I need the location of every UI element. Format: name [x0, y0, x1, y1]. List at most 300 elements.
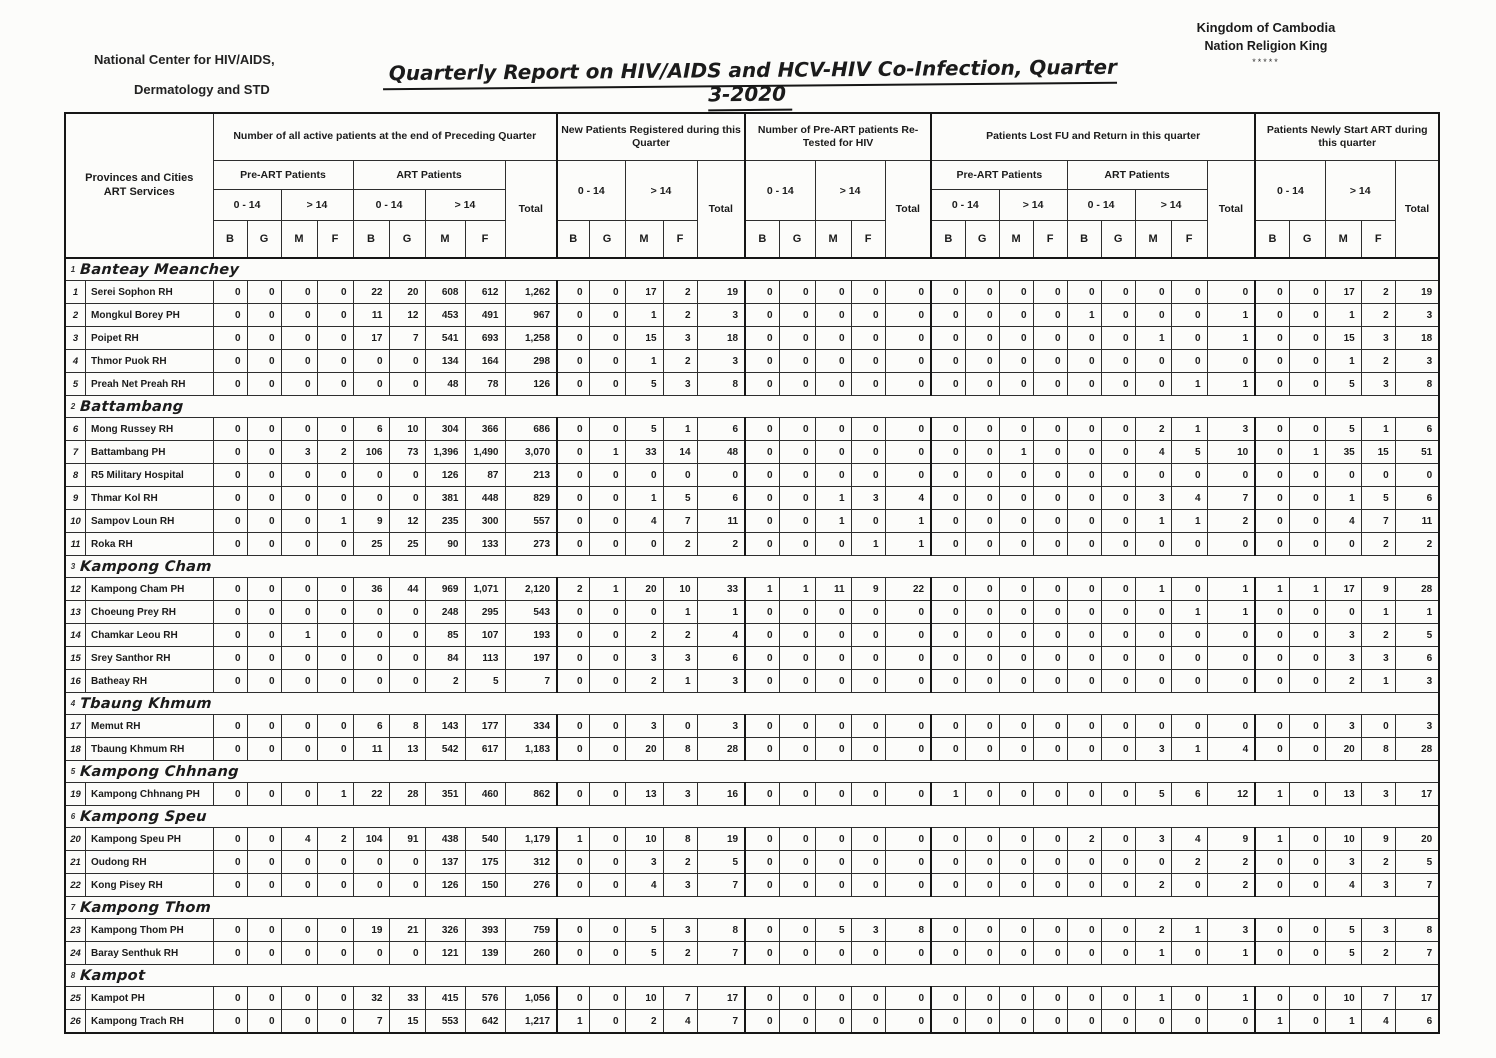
- value-cell: 0: [1207, 281, 1255, 304]
- value-cell: 0: [281, 670, 317, 693]
- value-cell: 3: [625, 647, 663, 670]
- value-cell: 20: [1325, 738, 1361, 761]
- value-cell: 0: [353, 942, 389, 965]
- value-cell: 3: [1361, 874, 1395, 897]
- site-name-cell: [65, 738, 213, 761]
- value-cell: 0: [1289, 327, 1325, 350]
- value-cell: 576: [465, 987, 505, 1010]
- value-cell: 3: [851, 487, 885, 510]
- value-cell: 87: [465, 464, 505, 487]
- value-cell: 0: [1171, 647, 1207, 670]
- site-row: [65, 487, 1439, 510]
- sex-column-header: G: [1289, 221, 1325, 259]
- value-cell: 298: [505, 350, 557, 373]
- site-number: 11: [66, 533, 86, 555]
- value-cell: 0: [317, 418, 353, 441]
- value-cell: 0: [815, 715, 851, 738]
- value-cell: 0: [1255, 350, 1289, 373]
- value-cell: 1: [281, 624, 317, 647]
- site-row: [65, 624, 1439, 647]
- value-cell: 0: [931, 373, 965, 396]
- value-cell: 1: [1207, 601, 1255, 624]
- value-cell: 1: [625, 350, 663, 373]
- value-cell: 0: [557, 919, 589, 942]
- value-cell: 0: [589, 851, 625, 874]
- value-cell: 0: [1067, 418, 1101, 441]
- value-cell: 0: [1067, 281, 1101, 304]
- value-cell: 543: [505, 601, 557, 624]
- site-number: 13: [66, 601, 86, 623]
- value-cell: 193: [505, 624, 557, 647]
- value-cell: 1: [1171, 738, 1207, 761]
- site-number: 26: [66, 1010, 86, 1032]
- value-cell: 0: [353, 670, 389, 693]
- value-cell: 0: [1171, 1010, 1207, 1034]
- value-cell: 0: [999, 327, 1033, 350]
- group-header-newly-start: Patients Newly Start ART during this quarter: [1255, 113, 1439, 161]
- value-cell: 3: [663, 647, 697, 670]
- value-cell: 0: [779, 327, 815, 350]
- value-cell: 0: [557, 942, 589, 965]
- value-cell: 20: [389, 281, 425, 304]
- value-cell: 0: [353, 874, 389, 897]
- value-cell: 11: [353, 738, 389, 761]
- value-cell: 0: [931, 670, 965, 693]
- value-cell: 0: [247, 464, 281, 487]
- value-cell: 5: [663, 487, 697, 510]
- site-name-cell: [65, 828, 213, 851]
- site-row: [65, 578, 1439, 601]
- value-cell: 0: [1171, 670, 1207, 693]
- value-cell: 0: [589, 601, 625, 624]
- value-cell: 17: [1395, 783, 1439, 806]
- value-cell: 0: [589, 418, 625, 441]
- subheader-art: ART Patients: [1067, 161, 1207, 190]
- value-cell: 16: [697, 783, 745, 806]
- value-cell: 0: [1067, 874, 1101, 897]
- site-row: [65, 281, 1439, 304]
- value-cell: 3: [1395, 715, 1439, 738]
- value-cell: 32: [353, 987, 389, 1010]
- value-cell: 0: [1255, 647, 1289, 670]
- value-cell: 1,217: [505, 1010, 557, 1034]
- value-cell: 0: [885, 738, 931, 761]
- value-cell: 0: [1101, 578, 1135, 601]
- value-cell: 0: [1033, 441, 1067, 464]
- site-name-cell: [65, 304, 213, 327]
- value-cell: 0: [247, 418, 281, 441]
- value-cell: 0: [1067, 715, 1101, 738]
- value-cell: 1: [1135, 327, 1171, 350]
- section-number: 2: [70, 402, 76, 411]
- value-cell: 0: [1033, 601, 1067, 624]
- value-cell: 0: [317, 942, 353, 965]
- value-cell: 0: [1067, 1010, 1101, 1034]
- value-cell: 0: [815, 738, 851, 761]
- value-cell: 0: [1033, 350, 1067, 373]
- value-cell: 0: [1101, 601, 1135, 624]
- value-cell: 0: [815, 464, 851, 487]
- value-cell: 0: [1171, 304, 1207, 327]
- value-cell: 0: [317, 624, 353, 647]
- value-cell: 0: [1289, 715, 1325, 738]
- value-cell: 0: [931, 441, 965, 464]
- value-cell: 12: [1207, 783, 1255, 806]
- value-cell: 0: [999, 418, 1033, 441]
- value-cell: 33: [697, 578, 745, 601]
- value-cell: 0: [1033, 418, 1067, 441]
- value-cell: 7: [663, 510, 697, 533]
- value-cell: 0: [1135, 715, 1171, 738]
- subheader-pre-art: Pre-ART Patients: [213, 161, 353, 190]
- value-cell: 9: [353, 510, 389, 533]
- value-cell: 0: [557, 487, 589, 510]
- value-cell: 0: [1033, 327, 1067, 350]
- value-cell: 0: [557, 783, 589, 806]
- value-cell: 0: [1325, 464, 1361, 487]
- value-cell: 0: [1033, 942, 1067, 965]
- value-cell: 0: [779, 1010, 815, 1034]
- total-header: Total: [1207, 161, 1255, 259]
- value-cell: 0: [965, 783, 999, 806]
- value-cell: 0: [213, 738, 247, 761]
- value-cell: 2: [663, 851, 697, 874]
- value-cell: 415: [425, 987, 465, 1010]
- value-cell: 0: [1207, 350, 1255, 373]
- value-cell: 1: [1361, 601, 1395, 624]
- value-cell: 7: [1395, 874, 1439, 897]
- value-cell: 3: [1325, 624, 1361, 647]
- section-name: Kampong Speu: [79, 808, 208, 825]
- site-number: 16: [66, 670, 86, 692]
- value-cell: 1: [1289, 441, 1325, 464]
- value-cell: 0: [213, 327, 247, 350]
- site-number: 4: [66, 350, 86, 372]
- value-cell: 0: [1033, 919, 1067, 942]
- section-name: Kampong Cham: [79, 558, 213, 575]
- group-header-new-patients: New Patients Registered during this Quarter: [557, 113, 745, 161]
- value-cell: 0: [1135, 624, 1171, 647]
- value-cell: 0: [317, 373, 353, 396]
- value-cell: 0: [965, 327, 999, 350]
- value-cell: 10: [625, 987, 663, 1010]
- value-cell: 22: [353, 783, 389, 806]
- value-cell: 11: [353, 304, 389, 327]
- value-cell: 5: [1361, 487, 1395, 510]
- value-cell: 0: [851, 647, 885, 670]
- value-cell: 0: [1255, 738, 1289, 761]
- site-name: Tbaung Khmum RH: [91, 743, 185, 755]
- value-cell: 0: [1135, 1010, 1171, 1034]
- value-cell: 0: [885, 715, 931, 738]
- value-cell: 0: [1207, 533, 1255, 556]
- value-cell: 312: [505, 851, 557, 874]
- value-cell: 0: [1067, 327, 1101, 350]
- value-cell: 0: [745, 441, 779, 464]
- value-cell: 0: [1289, 987, 1325, 1010]
- value-cell: 11: [815, 578, 851, 601]
- value-cell: 0: [931, 281, 965, 304]
- value-cell: 0: [1033, 783, 1067, 806]
- site-name-cell: [65, 783, 213, 806]
- value-cell: 1: [815, 510, 851, 533]
- value-cell: 0: [851, 942, 885, 965]
- value-cell: 260: [505, 942, 557, 965]
- site-number: 21: [66, 851, 86, 873]
- value-cell: 0: [247, 851, 281, 874]
- value-cell: 3: [1361, 327, 1395, 350]
- value-cell: 0: [779, 487, 815, 510]
- value-cell: 0: [885, 942, 931, 965]
- value-cell: 0: [213, 987, 247, 1010]
- value-cell: 0: [1067, 487, 1101, 510]
- value-cell: 3: [281, 441, 317, 464]
- value-cell: 0: [745, 942, 779, 965]
- value-cell: 0: [745, 510, 779, 533]
- value-cell: 1,490: [465, 441, 505, 464]
- value-cell: 3: [1325, 851, 1361, 874]
- province-section-cell: [65, 258, 1439, 281]
- value-cell: 0: [851, 851, 885, 874]
- value-cell: 0: [1135, 851, 1171, 874]
- value-cell: 1: [1361, 418, 1395, 441]
- value-cell: 0: [1255, 441, 1289, 464]
- value-cell: 0: [931, 1010, 965, 1034]
- value-cell: 4: [1325, 874, 1361, 897]
- value-cell: 91: [389, 828, 425, 851]
- province-section-cell: [65, 806, 1439, 828]
- value-cell: 0: [557, 281, 589, 304]
- value-cell: 8: [697, 373, 745, 396]
- value-cell: 1: [663, 601, 697, 624]
- value-cell: 0: [851, 373, 885, 396]
- value-cell: 9: [1361, 578, 1395, 601]
- value-cell: 18: [697, 327, 745, 350]
- value-cell: 2: [1361, 942, 1395, 965]
- value-cell: 0: [965, 919, 999, 942]
- value-cell: 0: [1255, 670, 1289, 693]
- value-cell: 0: [557, 304, 589, 327]
- value-cell: 12: [389, 304, 425, 327]
- value-cell: 491: [465, 304, 505, 327]
- total-header: Total: [697, 161, 745, 259]
- value-cell: 0: [851, 510, 885, 533]
- value-cell: 0: [851, 601, 885, 624]
- province-section-row: [65, 806, 1439, 828]
- value-cell: 0: [1289, 942, 1325, 965]
- value-cell: 137: [425, 851, 465, 874]
- value-cell: 1: [1255, 578, 1289, 601]
- value-cell: 0: [1289, 1010, 1325, 1034]
- site-name: Mongkul Borey PH: [91, 309, 180, 321]
- value-cell: 0: [1255, 919, 1289, 942]
- value-cell: 0: [999, 715, 1033, 738]
- value-cell: 381: [425, 487, 465, 510]
- value-cell: 3: [697, 350, 745, 373]
- value-cell: 2: [663, 281, 697, 304]
- value-cell: 36: [353, 578, 389, 601]
- site-row: [65, 1010, 1439, 1034]
- value-cell: 1: [1135, 578, 1171, 601]
- value-cell: 0: [815, 373, 851, 396]
- site-name: Thmar Kol RH: [91, 492, 158, 504]
- value-cell: 0: [851, 441, 885, 464]
- value-cell: 0: [851, 304, 885, 327]
- value-cell: 0: [931, 578, 965, 601]
- value-cell: 0: [965, 418, 999, 441]
- value-cell: 0: [1067, 441, 1101, 464]
- sex-column-header: F: [465, 221, 505, 259]
- value-cell: 0: [353, 464, 389, 487]
- site-name: Roka RH: [91, 538, 133, 550]
- value-cell: 0: [1135, 281, 1171, 304]
- value-cell: 0: [1207, 464, 1255, 487]
- value-cell: 0: [589, 327, 625, 350]
- value-cell: 0: [213, 510, 247, 533]
- value-cell: 0: [317, 281, 353, 304]
- value-cell: 1,179: [505, 828, 557, 851]
- value-cell: 0: [965, 578, 999, 601]
- value-cell: 3,070: [505, 441, 557, 464]
- value-cell: 0: [745, 851, 779, 874]
- value-cell: 0: [1067, 601, 1101, 624]
- value-cell: 448: [465, 487, 505, 510]
- value-cell: 4: [663, 1010, 697, 1034]
- value-cell: 0: [745, 919, 779, 942]
- value-cell: 0: [557, 647, 589, 670]
- site-name: Kong Pisey RH: [91, 879, 163, 891]
- site-name: Thmor Puok RH: [91, 355, 167, 367]
- section-number: 4: [70, 699, 76, 708]
- value-cell: 0: [557, 510, 589, 533]
- value-cell: 0: [851, 670, 885, 693]
- value-cell: 0: [1101, 919, 1135, 942]
- value-cell: 0: [745, 304, 779, 327]
- value-cell: 0: [965, 510, 999, 533]
- value-cell: 1: [625, 487, 663, 510]
- site-row: [65, 942, 1439, 965]
- value-cell: 9: [851, 578, 885, 601]
- value-cell: 1: [999, 441, 1033, 464]
- value-cell: 0: [999, 670, 1033, 693]
- value-cell: 0: [999, 281, 1033, 304]
- value-cell: 5: [697, 851, 745, 874]
- value-cell: 0: [1361, 464, 1395, 487]
- site-name-cell: [65, 874, 213, 897]
- value-cell: 1: [589, 578, 625, 601]
- value-cell: 0: [885, 418, 931, 441]
- value-cell: 0: [317, 350, 353, 373]
- kingdom-block: [1116, 20, 1416, 67]
- value-cell: 8: [885, 919, 931, 942]
- value-cell: 0: [589, 670, 625, 693]
- value-cell: 0: [1033, 487, 1067, 510]
- value-cell: 2: [1361, 304, 1395, 327]
- value-cell: 0: [1067, 942, 1101, 965]
- value-cell: 17: [625, 281, 663, 304]
- value-cell: 78: [465, 373, 505, 396]
- value-cell: 106: [353, 441, 389, 464]
- value-cell: 0: [281, 874, 317, 897]
- value-cell: 0: [213, 578, 247, 601]
- value-cell: 20: [625, 738, 663, 761]
- value-cell: 0: [851, 350, 885, 373]
- value-cell: 0: [1255, 624, 1289, 647]
- value-cell: 0: [779, 464, 815, 487]
- value-cell: 0: [663, 464, 697, 487]
- value-cell: 2: [663, 624, 697, 647]
- value-cell: 276: [505, 874, 557, 897]
- value-cell: 0: [851, 738, 885, 761]
- value-cell: 0: [745, 828, 779, 851]
- value-cell: 0: [1289, 281, 1325, 304]
- value-cell: 2: [1361, 624, 1395, 647]
- value-cell: 0: [353, 601, 389, 624]
- value-cell: 8: [663, 828, 697, 851]
- age-header: 0 - 14: [745, 161, 815, 221]
- sex-column-header: B: [1255, 221, 1289, 259]
- sex-column-header: B: [1067, 221, 1101, 259]
- section-number: 3: [70, 562, 76, 571]
- value-cell: 553: [425, 1010, 465, 1034]
- value-cell: 0: [885, 350, 931, 373]
- value-cell: 0: [1171, 350, 1207, 373]
- value-cell: 1: [1207, 942, 1255, 965]
- value-cell: 0: [1289, 647, 1325, 670]
- value-cell: 0: [281, 738, 317, 761]
- value-cell: 5: [1325, 942, 1361, 965]
- site-row: [65, 874, 1439, 897]
- value-cell: 0: [557, 350, 589, 373]
- value-cell: 0: [247, 281, 281, 304]
- value-cell: 0: [745, 487, 779, 510]
- value-cell: 0: [1067, 350, 1101, 373]
- value-cell: 393: [465, 919, 505, 942]
- value-cell: 0: [1207, 1010, 1255, 1034]
- value-cell: 0: [1289, 487, 1325, 510]
- value-cell: 0: [885, 1010, 931, 1034]
- value-cell: 0: [247, 919, 281, 942]
- value-cell: 0: [1255, 464, 1289, 487]
- value-cell: 1,071: [465, 578, 505, 601]
- value-cell: 7: [389, 327, 425, 350]
- value-cell: 2: [1361, 281, 1395, 304]
- value-cell: 14: [663, 441, 697, 464]
- value-cell: 0: [745, 1010, 779, 1034]
- province-section-row: [65, 396, 1439, 418]
- value-cell: 0: [1255, 874, 1289, 897]
- value-cell: 0: [999, 1010, 1033, 1034]
- value-cell: 3: [697, 304, 745, 327]
- value-cell: 0: [1101, 987, 1135, 1010]
- value-cell: 0: [815, 828, 851, 851]
- site-name: Batheay RH: [91, 675, 148, 687]
- value-cell: 0: [213, 601, 247, 624]
- value-cell: 3: [663, 327, 697, 350]
- value-cell: 0: [999, 851, 1033, 874]
- value-cell: 862: [505, 783, 557, 806]
- value-cell: 0: [999, 533, 1033, 556]
- sex-column-header: M: [815, 221, 851, 259]
- site-number: 14: [66, 624, 86, 646]
- value-cell: 0: [557, 441, 589, 464]
- value-cell: 0: [589, 624, 625, 647]
- value-cell: 0: [317, 851, 353, 874]
- value-cell: 90: [425, 533, 465, 556]
- site-number: 9: [66, 487, 86, 509]
- value-cell: 0: [965, 441, 999, 464]
- province-section-cell: [65, 761, 1439, 783]
